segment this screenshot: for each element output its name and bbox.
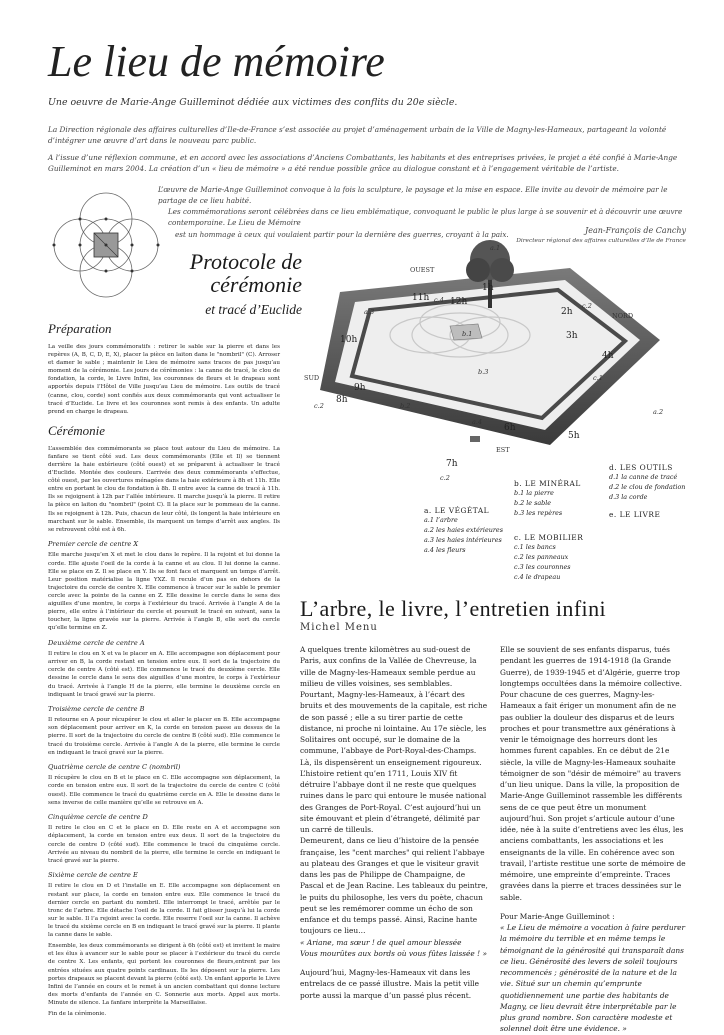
preparation-heading: Préparation: [48, 321, 112, 336]
cercle-heading: Premier cercle de centre X: [48, 539, 139, 548]
article-paragraph: Demeurent, dans ce lieu d’histoire de la pensée française, les "cent marches" qui relient l’abbaye au plateau des Granges et que le visiteur gravit dans les pas de Philippe de Champaigne, de Pascal et de Jean Racine. Les tableaux du peintre, le puits du philosophe, les vers du poète, chacun peut se les remémorer comme un écho de son enfance et du temps passé. Ainsi, Racine hante toujours ce lieu…: [300, 836, 488, 936]
intro-paragraph: La Direction régionale des affaires culturelles d’Ile-de-France s’est associée au projet d’aménagement urbain de la Ville de Magny-les-Hameaux, partageant la volonté d’intégrer une œuvre d’art dans le nouveau parc public.: [48, 125, 667, 146]
intro-text: [48, 124, 688, 179]
legend-item: d.2 le clou de fondation: [609, 483, 686, 492]
legend-item: a.2 les haies extérieures: [424, 526, 503, 535]
legend-item: a.1 l’arbre: [424, 516, 458, 525]
site-illustration: [300, 240, 695, 480]
hour-label: 5h: [568, 431, 580, 441]
cercle-heading: Cinquième cercle de centre D: [48, 812, 148, 821]
tag-label: c.1: [593, 374, 603, 382]
legend-item: b.3 les repères: [514, 509, 563, 518]
legend-vegetal: [424, 505, 503, 556]
tag-label: c.4: [434, 296, 444, 304]
article-paragraph: Pour Marie-Ange Guilleminot :: [500, 911, 615, 921]
quote-line: Les commémorations seront célébrées dans ce lieu emblématique, convoquant le public le plus large à se souvenir et à découvrir une œuvre contemporaine. Le Lieu de Mémoire: [168, 207, 683, 228]
tag-label: c.2: [314, 402, 324, 410]
signature-name: Jean-François de Canchy: [585, 226, 686, 235]
preparation-text: La veille des jours commémoratifs : retirer le sable sur la pierre et dans les repères (A, B, C, D, E, X), placer la pièce en laiton dans le "nombril" (C). Arroser et damer le sable ; maintenir le Lieu de mémoire sans traces de pas jusqu’au moment de la cérémonie. Les jours de cérémonies : la canne de tracé, le clou de fondation, la corde, le Livre Infini, les couronnes de fleurs et le drapeau sont apportés depuis l’Hôtel de Ville jusqu’au Lieu de mémoire. Les outils de tracé (canne, clou, corde) sont confiés aux deux commémorants qui vont actualiser le tracé d’Euclide. Le livre et les couronnes sont remis à des enfants. Un adulte prend en charge le drapeau.: [48, 343, 280, 415]
cercle-text: Il retire le clou en X et va le placer en A. Elle accompagne son déplacement pour arriver en B, la corde restant en tension entre eux. Il sort de la trajectoire du cercle de centre A (côté est). Elle commence le tracé du deuxième cercle. Elle dessine le cercle dans le sens des aiguilles d’une montre, le corps à l’extérieur du tracé. Arrivée à l’angle H de la pierre, elle termine le deuxième cercle en indiquant le tracé gravé sur la pierre.: [48, 651, 280, 698]
protocol-subtitle: et tracé d’Euclide: [205, 302, 302, 318]
direction-label: NORD: [612, 312, 634, 320]
tag-label: a.3: [364, 308, 375, 316]
hour-label: 10h: [340, 335, 358, 345]
hour-label: 6h: [504, 423, 516, 433]
tag-label: c.2: [440, 474, 450, 482]
hour-label: 11h: [412, 293, 430, 303]
tag-label: a.1: [490, 244, 501, 252]
cercle-text: Il retourne en A pour récupérer le clou et aller le placer en B. Elle accompagne son déplacement pour arriver en K, la corde en tension passe au dessus de la pierre. Il sort de la trajectoire du cercle de centre B (côté sud). Elle commence le tracé du troisième cercle. Arrivée à l’angle A de la pierre, elle termine le cercle en indiquant le tracé gravé sur la pierre.: [48, 717, 280, 756]
hour-label: 8h: [336, 395, 348, 405]
ceremonie-fin: Ensemble, les deux commémorants se dirigent à 6h (côté est) et invitent le maire et les élus à avancer sur le sable pour se placer à l’extérieur du tracé du cercle de centre X. Les enfants, qui portent les couronnes de fleurs,entrent par les entrées situées aux quatre points cardinaux. Ils les déposent sur la pierre. Les portes drapeaux se placent devant la pierre (côté est). Un enfant apporte le Livre Infini de l’année en cours et le remet à un ancien combattant qui donne lecture des morts d’enfants de l’année en C. Sonnerie aux morts. Appel aux morts. Minute de silence. La fanfare interprète la Marseillaise.: [48, 943, 280, 1006]
legend-item: b.2 le sable: [514, 499, 552, 508]
cercle-text: Il retire le clou en D et l’installe en E. Elle accompagne son déplacement en restant sur place, la corde en tension entre eux. Elle commence le tracé du dernier cercle en partant du nombril. Elle interrompt le tracé, arrêtée par le tronc de l’arbre. Elle détache l’oeil de la corde. Il fait glisser jusqu’à lui la corde sur le sable. Il l’a rejoint avec la corde. Elle reserre l’oeil sur la canne. Il achève le tracé du sixième cercle en B en indiquant le tracé gravé sur la pierre. Il plante la canne dans le sable.: [48, 883, 280, 939]
tag-label: b.3: [478, 368, 489, 376]
ceremonie-end: Fin de la cérémonie.: [48, 1011, 107, 1018]
racine-quote-line: Vous mourûtes aux bords où vous fûtes laissée ! »: [300, 948, 487, 958]
ceremonie-heading: Cérémonie: [48, 422, 106, 438]
tag-label: a.4: [472, 418, 483, 426]
direction-label: SUD: [304, 374, 320, 382]
legend-item: a.4 les fleurs: [424, 546, 466, 555]
legend-item: d.3 la corde: [609, 493, 648, 502]
page-title: Le lieu de mémoire: [48, 37, 385, 86]
page-subtitle: Une oeuvre de Marie-Ange Guilleminot dédiée aux victimes des conflits du 20e siècle.: [48, 97, 458, 108]
legend-mobilier: [514, 532, 583, 583]
cercle-heading: Deuxième cercle de centre A: [48, 638, 145, 647]
intro-paragraph: A l’issue d’une réflexion commune, et en accord avec les associations d’Anciens Combattants, les habitants et des entreprises privées, le projet a été confié à Marie-Ange Guilleminot en mars 2004. La création d’un « lieu de mémoire » a été rendue possible grâce au dialogue constant et à l’engagement véritable de l’artiste.: [48, 152, 678, 173]
legend-item: c.3 les couronnes: [514, 563, 571, 572]
hour-label: 4h: [602, 351, 614, 361]
legend-item: c.1 les bancs: [514, 543, 556, 552]
legend-item: c.2 les panneaux: [514, 553, 569, 562]
hour-label: 1h: [482, 283, 494, 293]
legend-item: a.3 les haies intérieures: [424, 536, 502, 545]
hour-label: 7h: [446, 459, 458, 469]
cercle-heading: Sixième cercle de centre E: [48, 870, 138, 879]
cercle-text: Elle marche jusqu’en X et met le clou dans le repère. Il la rejoint et lui donne la corde. Elle ajuste l’oeil de la corde à la canne et au clou. Il lui donne la canne. Elle se place en Z. Il se place en Y. Ils se font face et marquent un temps d’arrêt. Leur position matérialise la ligne YXZ. Il recule d’un pas en dehors de la trajectoire du cercle de centre X. Elle commence à tracer sur le sable le premier cercle avec la pointe de la canne en Z. Elle dessine le cercle dans le sens des aiguilles d’une montre, le corps à l’extérieur du tracé. Arrivée à l’angle A de la pierre, elle entre à l’intérieur du cercle et poursuit le tracé en suivant, sans la toucher, la ligne gravée sur la pierre. Arrivée à l’angle B, elle sort du cercle qu’elle termine en Z.: [48, 552, 280, 632]
euclid-diagram: [36, 190, 176, 300]
article-column-2: [500, 644, 688, 1035]
cercle-text: Il retire le clou en C et le place en D. Elle reste en A et accompagne son déplacement, la corde en tension entre eux deux. Il sort de la trajectoire du cercle de centre D (côté sud). Elle commence le tracé du cinquième cercle. Arrivée au niveau du nombril de la pierre, elle termine le cercle en indiquant le tracé gravé sur la pierre.: [48, 825, 280, 864]
tag-label: c.2: [582, 302, 592, 310]
racine-quote-line: « Ariane, ma sœur ! de quel amour blessée: [300, 937, 462, 947]
quote-line: est un hommage à ceux qui voulaient partir pour la dernière des guerres, croyant à la paix.: [175, 229, 509, 239]
protocol-title-line: cérémonie: [210, 272, 302, 298]
legend-heading: a. LE VÉGÉTAL: [424, 506, 490, 515]
legend-item: d.1 la canne de tracé: [609, 473, 678, 482]
article-author: Michel Menu: [300, 622, 378, 633]
article-title: L’arbre, le livre, l’entretien infini: [300, 596, 606, 621]
article-column-1: [300, 644, 488, 1001]
hour-label: 3h: [566, 331, 578, 341]
artist-quote: « Le Lieu de mémoire a vocation à faire perdurer la mémoire du terrible et en même temps le témoignant de la générosité qui transparaît dans ce lieu. Générosité des levers de soleil toujours recommencés ; générosité de la nature et de la vie. Situé sur un chemin qu’emprunte quotidiennement une partie des habitants de Magny, ce lieu devrait être interprétable par le plus grand nombre. Son caractère modeste et solennel doit être une évidence. »: [500, 923, 686, 1034]
hour-label: 9h: [354, 383, 366, 393]
legend-item: b.1 la pierre: [514, 489, 554, 498]
hour-label: 12h: [450, 297, 468, 307]
flag-icon: [470, 436, 480, 442]
legend-heading: b. LE MINÉRAL: [514, 479, 581, 488]
cercle-heading: Quatrième cercle de centre C (nombril): [48, 762, 181, 771]
article-paragraph: Aujourd’hui, Magny-les-Hameaux vit dans les entrelacs de ce passé illustre. Mais la petit ville porte aussi la marque d’un passé plus récent.: [300, 968, 480, 1000]
cercle-text: Il récupère le clou en B et le place en C. Elle accompagne son déplacement, la corde en tension entre eux. Il sort de la trajectoire du cercle de centre C (côté ouest). Elle commence le tracé du quatrième cercle en A. Elle le dessine dans le sens inverse de celle manière qu’elle se retrouve en A.: [48, 775, 280, 806]
ceremonie-text: L’assemblée des commémorants se place tout autour du Lieu de mémoire. La fanfare se tient côté sud. Les deux commémorants (Elle et Il) se tiennent derrière la haie extérieure (côté ouest) et se préparent à actualiser le tracé d’Euclide. Montée des couleurs. L’arrivée des deux commémorants s’effectue, côté ouest, par les ouvertures ménagées dans la haie extérieure à 8h et 11h. Elle entre en portant le clou de fondation à 8h. Il entre avec la canne de tracé à 11h. Ils se rejoignent à 12h par l’allée intérieure. Il marche jusqu’à la pierre. Il retire la pièce en laiton du "nombril" (point C). Il la place sur le pommeau de la canne. Ils se rejoignent à 12h. Puis, chacun de leur côté, ils longent la haie intérieure en marchant sur le sable. Ensemble, ils marquent un temps d’arrêt aux angles. Ils se retrouvent côté est à 6h.: [48, 445, 280, 533]
quote-line: L’œuvre de Marie-Ange Guilleminot convoque à la fois la sculpture, le paysage et la mise en espace. Elle invite au devoir de mémoire par le partage de ce lieu habité.: [158, 185, 668, 206]
legend-heading: e. LE LIVRE: [609, 510, 661, 520]
legend-mineral: [514, 478, 581, 519]
direction-label: EST: [496, 446, 510, 454]
cercle-heading: Troisième cercle de centre B: [48, 704, 145, 713]
legend-heading: c. LE MOBILIER: [514, 533, 584, 542]
article-paragraph: A quelques trente kilomètres au sud-ouest de Paris, aux confins de la Vallée de Chevreuse, la ville de Magny-les-Hameaux semble perdue au milieu de villes voisines, ses semblables. Pourtant, Magny-les-Hameaux, à l’écart des bruits et des mouvements de la capitale, est riche de son passé ; elle a su tirer partie de cette distance, ni proche ni lointaine. Au 17e siècle, les Solitaires ont occupé, sur le domaine de la commune, l’abbaye de Port-Royal-des-Champs. Là, ils dispensèrent un enseignement rigoureux. L’histoire retient qu’en 1711, Louis XIV fit détruire l’abbaye dont il ne reste que quelques ruines dans le parc qui entoure le musée national des Granges de Port-Royal. C’est aujourd’hui un site émouvant et plein d’étrangeté, délimité par un carré de tilleuls.: [300, 645, 488, 834]
article-paragraph: Elle se souvient de ses enfants disparus, tués pendant les guerres de 1914-1918 (la Grande Guerre), de 1939-1945 et d’Algérie, guerre trop longtemps occultées dans la mémoire collective. Pour chacune de ces guerres, Magny-les-Hameaux a fait ériger un monument afin de ne pas oublier la douleur des disparus et de leurs proches et pour transmettre aux générations à venir le témoignage des horreurs dont les hommes furent capables. En ce début de 21e siècle, la ville de Magny-les-Hameaux souhaite témoigner de son "désir de mémoire" au travers d’un lieu unique. Dans la ville, la proposition de Marie-Ange Guilleminot rassemble les différents sens de ce que peut être un monument aujourd’hui. Son projet s’articule autour d’une idée, née à la suite d’entretiens avec les élus, les anciens combattants, les associations et les enseignants de la ville. En cohérence avec son travail, l’artiste restitue une sorte de mémoire de mémoire, une empreinte d’empreinte. Traces gravées dans la pierre et traces dessinées sur le sable.: [500, 645, 686, 902]
direction-label: OUEST: [410, 266, 435, 274]
legend-outils: [609, 462, 685, 521]
protocol-text: [48, 320, 280, 1021]
legend-heading: d. LES OUTILS: [609, 463, 673, 472]
tag-label: b.1: [462, 330, 473, 338]
tag-label: a.2: [653, 408, 664, 416]
tag-label: b.2: [400, 402, 411, 410]
protocol-heading: [180, 250, 302, 318]
signature-role: Directeur régional des affaires culturelles d’Ile de France: [516, 238, 686, 244]
hour-label: 2h: [561, 307, 573, 317]
protocol-title-line: Protocole de: [189, 249, 302, 274]
legend-item: c.4 le drapeau: [514, 573, 561, 582]
